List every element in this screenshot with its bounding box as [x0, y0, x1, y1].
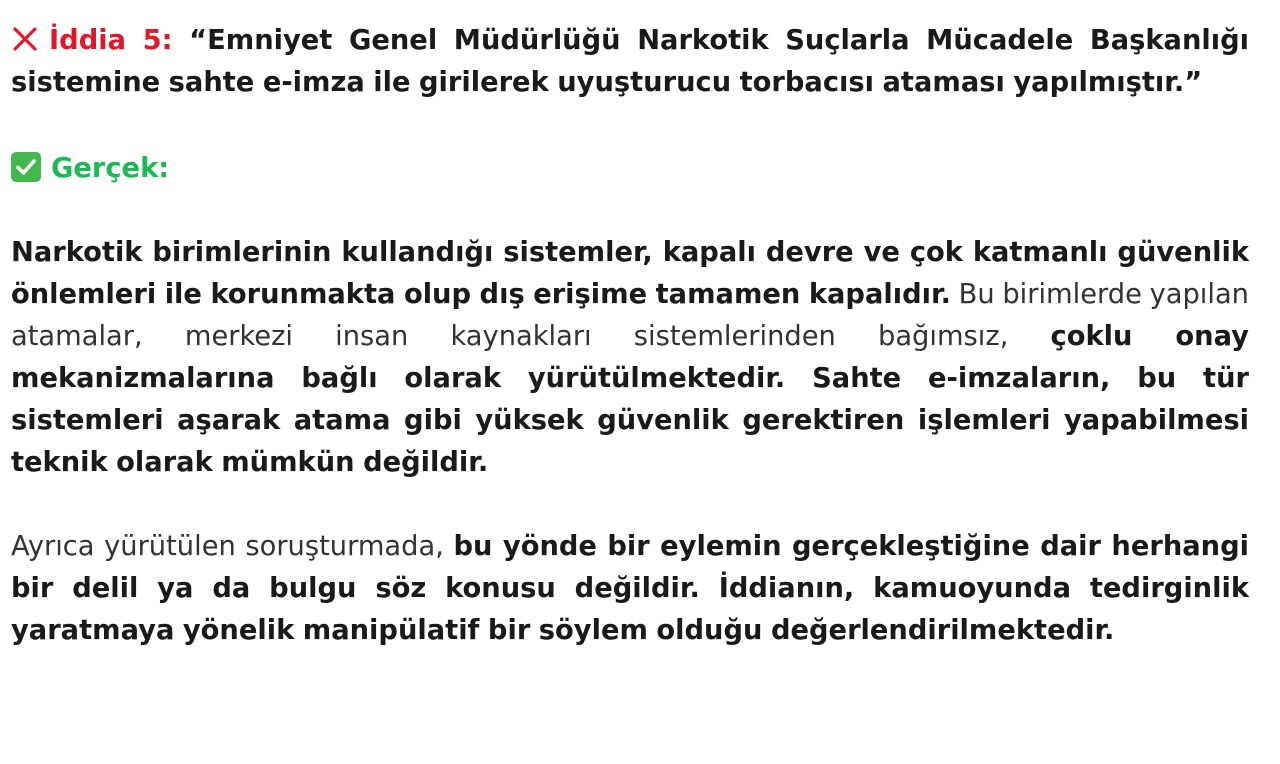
fact-paragraph-2	[11, 526, 1249, 652]
fact-2-bold-1: bu yönde bir eylemin gerçekleştiğine dair herhangi bir delil ya da bulgu söz konusu değildir. İddianın, kamuoyunda tedirginlik yaratmaya yönelik manipülatif bir söylem olduğu değerlendirilmektedir.	[11, 531, 1249, 646]
cross-icon	[11, 24, 39, 52]
fact-paragraph-1	[11, 232, 1249, 484]
fact-2-normal-1: Ayrıca yürütülen soruşturmada,	[11, 531, 454, 562]
claim-label: İddia 5:	[49, 25, 173, 56]
verdict-heading	[11, 148, 1249, 190]
check-mark-icon	[11, 152, 41, 182]
claim-text: “Emniyet Genel Müdürlüğü Narkotik Suçlarla Mücadele Başkanlığı sistemine sahte e-imza ile girilerek uyuşturucu torbacısı ataması yapılmıştır.”	[11, 25, 1249, 98]
claim-paragraph	[11, 20, 1249, 104]
article-body	[11, 20, 1249, 652]
fact-1-bold-2: çoklu onay mekanizmalarına bağlı olarak yürütülmektedir. Sahte e-imzaların, bu tür sistemleri aşarak atama gibi yüksek güvenlik gerektiren işlemleri yapabilmesi teknik olarak mümkün değildir.	[11, 321, 1249, 478]
fact-1-normal-1: Bu birimlerde yapılan atamalar, merkezi insan kaynakları sistemlerinden bağımsız,	[11, 279, 1249, 352]
fact-1-bold-1: Narkotik birimlerinin kullandığı sistemler, kapalı devre ve çok katmanlı güvenlik önlemleri ile korunmakta olup dış erişime tamamen kapalıdır.	[11, 237, 1249, 310]
verdict-label: Gerçek:	[51, 153, 170, 184]
